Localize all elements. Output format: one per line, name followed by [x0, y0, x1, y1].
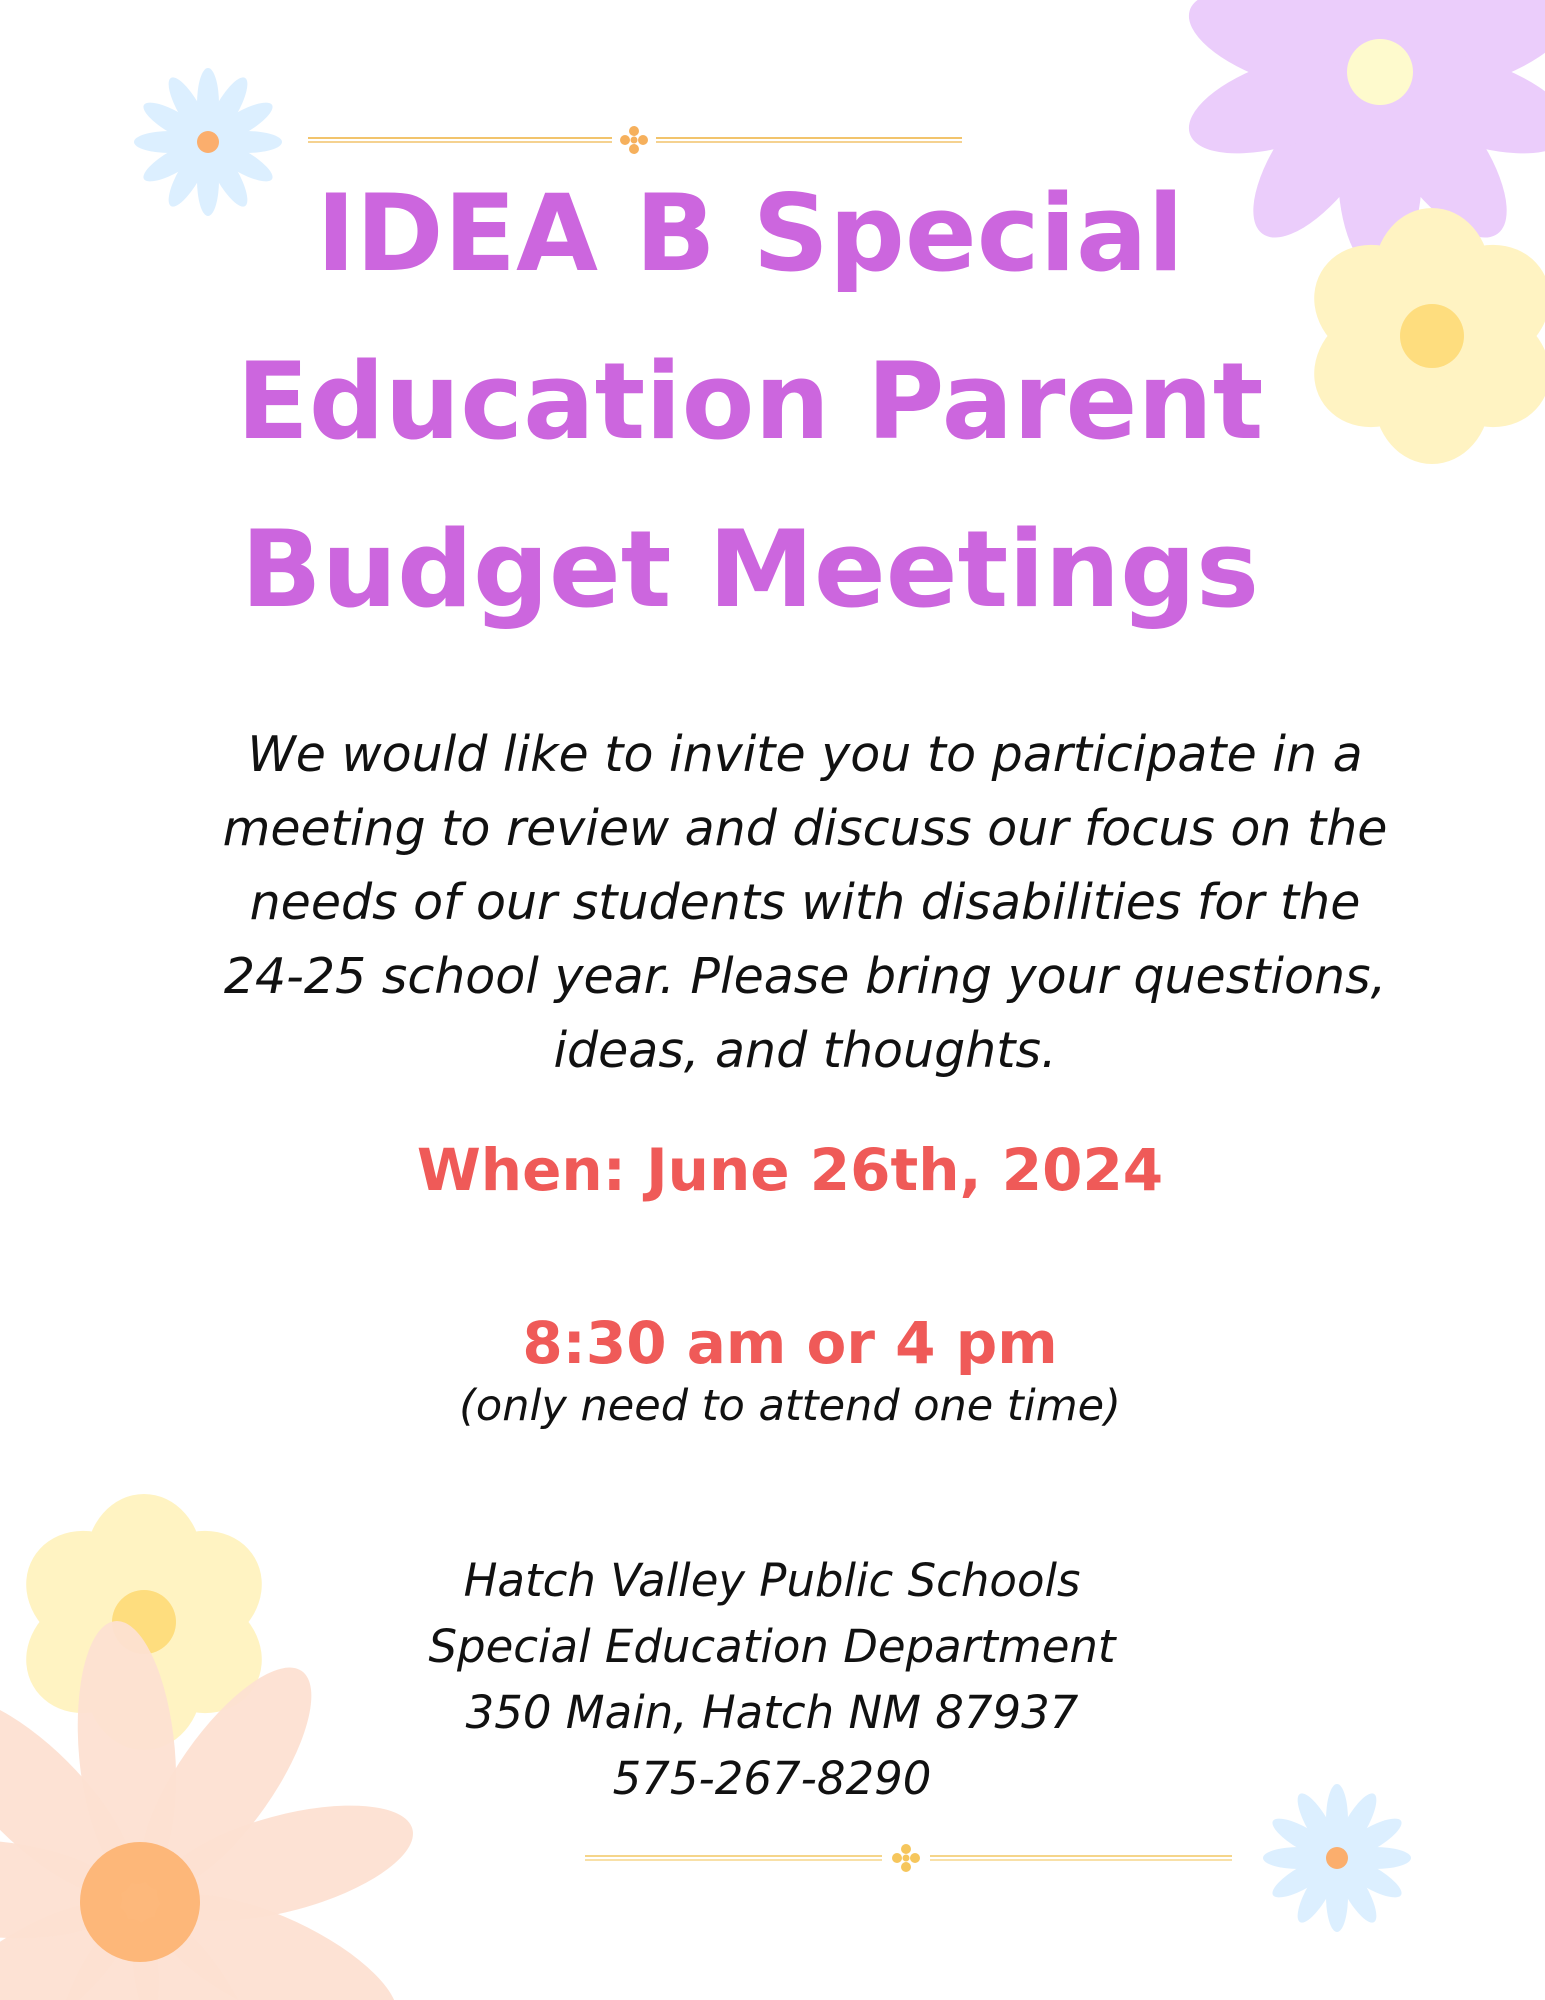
- invitation-line: ideas, and thoughts.: [553, 1022, 1057, 1079]
- invitation-line: 24-25 school year. Please bring your questions,: [223, 948, 1387, 1005]
- invitation-line: We would like to invite you to participate in a: [247, 726, 1363, 783]
- address-line: Special Education Department: [428, 1620, 1116, 1673]
- meeting-date: When: June 26th, 2024: [416, 1136, 1164, 1204]
- title-line: IDEA B Special: [316, 172, 1184, 295]
- contact-address: [272, 1548, 1272, 1812]
- address-line: Hatch Valley Public Schools: [463, 1554, 1081, 1607]
- phone-number: 575-267-8290: [612, 1752, 932, 1805]
- address-line: 350 Main, Hatch NM 87937: [465, 1686, 1079, 1739]
- bottom-divider: [585, 1844, 1232, 1872]
- meeting-times: 8:30 am or 4 pm: [522, 1309, 1058, 1377]
- invitation-line: needs of our students with disabilities for the: [249, 874, 1361, 931]
- invitation-line: meeting to review and discuss our focus on the: [222, 800, 1388, 857]
- invitation-text: [160, 718, 1450, 1088]
- title-line: Education Parent: [236, 340, 1264, 463]
- blue-flower-icon: [1263, 1784, 1411, 1932]
- flyer-title: [0, 150, 1500, 654]
- ornament-icon: [892, 1844, 920, 1872]
- title-line: Budget Meetings: [240, 508, 1260, 631]
- attendance-note: (only need to attend one time): [459, 1381, 1121, 1431]
